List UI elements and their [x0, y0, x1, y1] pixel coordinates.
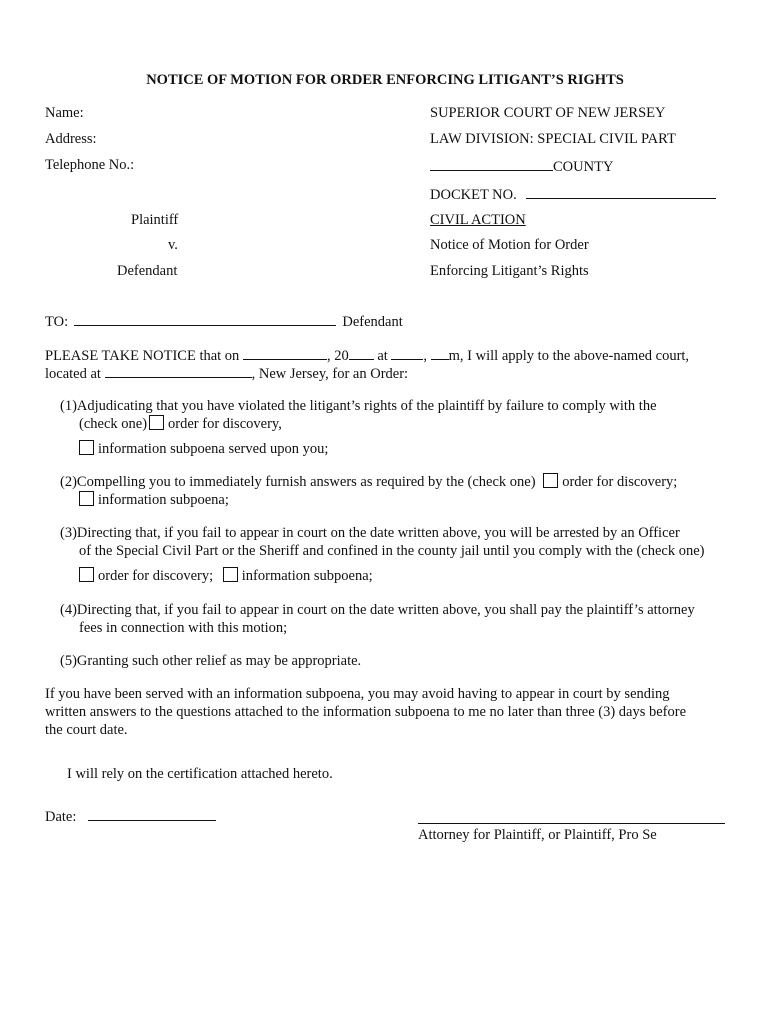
- item3-discovery-label: order for discovery;: [98, 568, 214, 584]
- docket-label: DOCKET NO.: [430, 187, 517, 203]
- notice-text: , 20: [326, 348, 349, 364]
- item3-line1: (3)Directing that, if you fail to appear in court on the date written above, you will be arrested by an Officer: [60, 525, 680, 541]
- notice-caption-line1: Notice of Motion for Order: [430, 237, 589, 253]
- item1-subpoena-label: information subpoena served upon you;: [98, 441, 329, 457]
- to-label: TO:: [45, 314, 69, 330]
- telephone-label: Telephone No.:: [45, 157, 135, 173]
- to-line: [45, 312, 403, 331]
- docket-line: [430, 185, 716, 204]
- notice-caption-line2: Enforcing Litigant’s Rights: [430, 263, 589, 279]
- date-line: [45, 807, 216, 826]
- court-division: LAW DIVISION: SPECIAL CIVIL PART: [430, 131, 676, 147]
- year-blank[interactable]: [349, 346, 374, 360]
- date-label: Date:: [45, 809, 77, 825]
- item1-line3: [79, 440, 328, 458]
- item3-line3: [79, 567, 373, 585]
- county-blank[interactable]: [430, 157, 553, 171]
- civil-action-label: CIVIL ACTION: [430, 212, 526, 228]
- notice-text: ,: [423, 348, 428, 364]
- subpoena-para-line1: If you have been served with an information subpoena, you may avoid having to appear in court by sending: [45, 686, 670, 702]
- item2-line2: [79, 491, 229, 509]
- item2-line1: [60, 473, 677, 491]
- item2-text: (2)Compelling you to immediately furnish answers as required by the (check one): [60, 474, 536, 490]
- name-label: Name:: [45, 105, 84, 121]
- date-blank[interactable]: [88, 807, 216, 821]
- time-blank[interactable]: [391, 346, 423, 360]
- item2-subpoena-label: information subpoena;: [98, 492, 229, 508]
- item1-discovery-label: order for discovery,: [168, 416, 282, 432]
- am-pm-blank[interactable]: [431, 346, 449, 360]
- subpoena-para-line3: the court date.: [45, 722, 128, 738]
- to-defendant-label: Defendant: [342, 314, 403, 330]
- address-label: Address:: [45, 131, 97, 147]
- item1-discovery-checkbox[interactable]: [149, 415, 164, 430]
- item2-subpoena-checkbox[interactable]: [79, 491, 94, 506]
- notice-line2: [45, 364, 408, 383]
- item1-subpoena-checkbox[interactable]: [79, 440, 94, 455]
- item4-line1: (4)Directing that, if you fail to appear in court on the date written above, you shall pay the plaintiff’s attorney: [60, 602, 695, 618]
- notice-line1: [45, 346, 689, 365]
- docket-blank[interactable]: [526, 185, 716, 199]
- county-line: [430, 157, 613, 176]
- item4-line2: fees in connection with this motion;: [79, 620, 288, 636]
- location-blank[interactable]: [105, 364, 252, 378]
- item5-line1: (5)Granting such other relief as may be appropriate.: [60, 653, 362, 669]
- check-one-label: (check one): [79, 416, 148, 432]
- item1-line2: [79, 415, 282, 433]
- county-label: COUNTY: [553, 159, 614, 175]
- to-blank[interactable]: [74, 312, 336, 326]
- item3-subpoena-label: information subpoena;: [241, 568, 373, 584]
- plaintiff-label: Plaintiff: [131, 212, 179, 228]
- notice-text: located at: [45, 366, 101, 382]
- notice-text: m, I will apply to the above-named court,: [448, 348, 690, 364]
- item3-discovery-checkbox[interactable]: [79, 567, 94, 582]
- notice-text: PLEASE TAKE NOTICE that on: [45, 348, 240, 364]
- signature-line[interactable]: [418, 823, 725, 824]
- item3-line2: of the Special Civil Part or the Sheriff and confined in the county jail until you comply with the (check one): [79, 543, 705, 559]
- subpoena-para-line2: written answers to the questions attached to the information subpoena to me no later than three (3) days before: [45, 704, 687, 720]
- item3-subpoena-checkbox[interactable]: [223, 567, 238, 582]
- item1-line1: (1)Adjudicating that you have violated the litigant’s rights of the plaintiff by failure to comply with the: [60, 398, 657, 414]
- item2-discovery-checkbox[interactable]: [543, 473, 558, 488]
- item2-discovery-label: order for discovery;: [562, 474, 678, 490]
- defendant-label: Defendant: [117, 263, 178, 279]
- versus-label: v.: [168, 237, 178, 253]
- notice-text: , New Jersey, for an Order:: [251, 366, 409, 382]
- signature-caption: Attorney for Plaintiff, or Plaintiff, Pro Se: [418, 827, 657, 843]
- date-day-blank[interactable]: [243, 346, 327, 360]
- form-title: NOTICE OF MOTION FOR ORDER ENFORCING LITIGANT’S RIGHTS: [146, 72, 624, 88]
- court-name: SUPERIOR COURT OF NEW JERSEY: [430, 105, 666, 121]
- certification-text: I will rely on the certification attached hereto.: [67, 766, 333, 782]
- notice-text: at: [377, 348, 388, 364]
